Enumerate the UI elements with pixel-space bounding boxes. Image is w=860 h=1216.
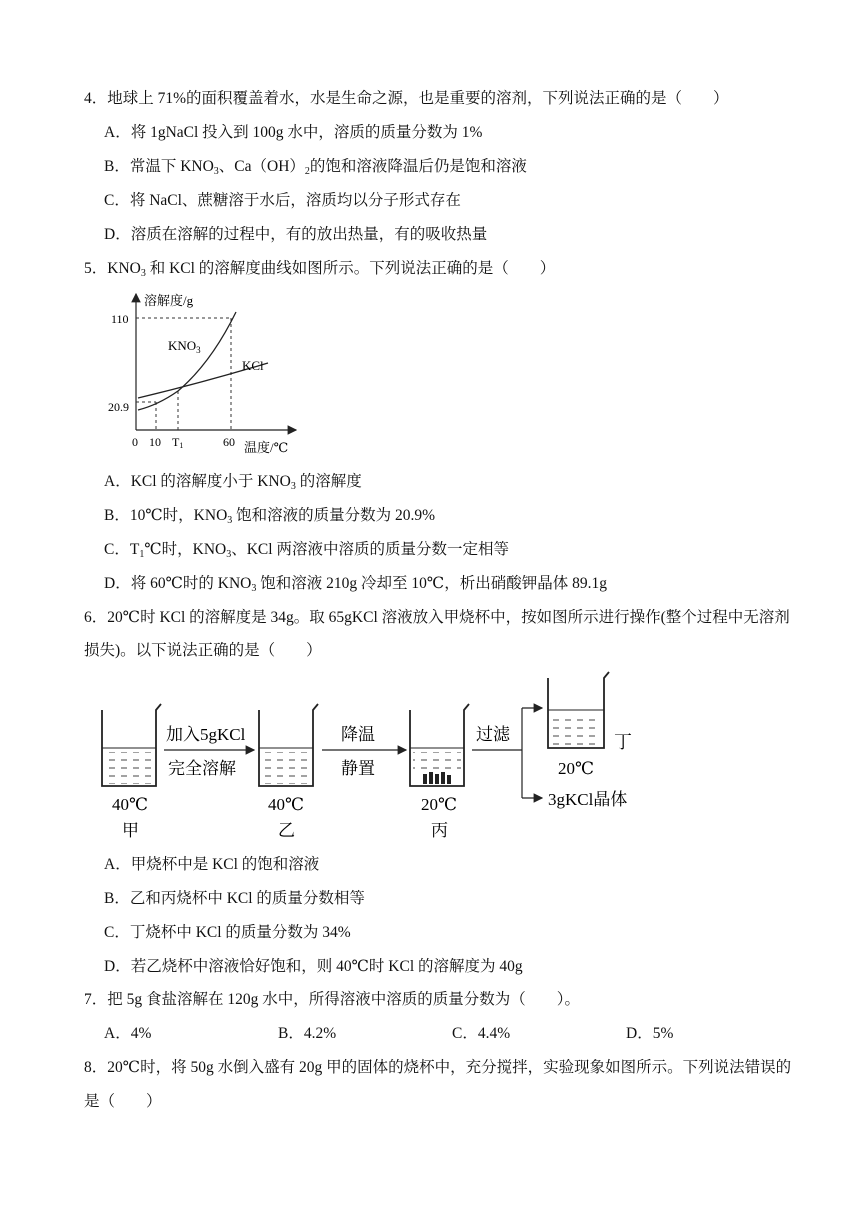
tick-60: 60	[223, 435, 235, 449]
q6-option-d: D．若乙烧杯中溶液恰好饱和，则 40℃时 KCl 的溶解度为 40g	[104, 958, 523, 975]
crystal-deposit	[423, 772, 451, 784]
q8-stem-line2: 是（ ）	[84, 1093, 162, 1110]
yi-temp: 40℃	[268, 795, 305, 814]
q5-stem: 5．$KNO_3$ 和 KCl 的溶解度曲线如图所示。下列说法正确的是（ ）	[84, 260, 556, 279]
tick-20-9: 20.9	[108, 400, 129, 414]
tick-110: 110	[111, 312, 129, 326]
q6-stem-line1: 6．20℃时 KCl 的溶解度是 34g。取 65gKCl 溶液放入甲烧杯中，按如图所示进行操作(整个过程中无溶剂	[84, 609, 790, 626]
q5-option-c: C．$T_1℃$时，$KNO_3$、KCl 两溶液中溶质的质量分数一定相等	[104, 541, 509, 560]
jia-temp: 40℃	[112, 795, 149, 814]
kno3-label: $KNO_3$	[168, 338, 201, 355]
ding-label: 丁	[614, 732, 632, 752]
crystal-label: 3gKCl晶体	[548, 790, 628, 809]
step1-bottom-label: 完全溶解	[168, 759, 236, 778]
bing-temp: 20℃	[421, 795, 458, 814]
beaker-yi	[259, 704, 318, 786]
kcl-label: KCl	[242, 358, 264, 373]
beaker-ding	[548, 672, 609, 748]
q7-option-a: A．4%	[104, 1025, 152, 1042]
q4-option-b: B．常温下 $KNO_3$、$Ca(OH)_2$的饱和溶液降温后仍是饱和溶液	[104, 158, 527, 177]
q4-option-a: A．将 1gNaCl 投入到 100g 水中，溶质的质量分数为 1%	[104, 124, 483, 141]
q8-stem-line1: 8．20℃时，将 50g 水倒入盛有 20g 甲的固体的烧杯中，充分搅拌，实验现象如图所示。下列说法错误的	[84, 1059, 792, 1076]
beaker-jia	[102, 704, 161, 786]
tick-0: 0	[132, 435, 138, 449]
q4-option-c: C．将 NaCl、蔗糖溶于水后，溶质均以分子形式存在	[104, 192, 461, 209]
q7-option-b: B．4.2%	[278, 1025, 337, 1042]
bing-label: 丙	[431, 821, 448, 840]
solubility-graph	[96, 288, 300, 458]
q5-option-b: B．10℃时，$KNO_3$ 饱和溶液的质量分数为 20.9%	[104, 507, 436, 526]
step2-bottom-label: 静置	[341, 759, 375, 778]
step1-top-label: 加入5gKCl	[166, 725, 246, 744]
kno3-curve	[138, 312, 236, 410]
ding-temp: 20℃	[558, 759, 595, 778]
step3-label: 过滤	[476, 725, 510, 744]
q4-stem: 4．地球上 71%的面积覆盖着水，水是生命之源，也是重要的溶剂，下列说法正确的是（ ）	[84, 90, 729, 107]
beaker-flow-diagram	[96, 668, 656, 848]
q4-option-d: D．溶质在溶解的过程中，有的放出热量，有的吸收热量	[104, 226, 488, 243]
q7-option-d: D．5%	[626, 1025, 674, 1042]
q6-stem-line2: 损失)。以下说法正确的是（ ）	[84, 642, 322, 659]
graph-xlabel: 温度/℃	[244, 440, 289, 455]
q6-option-a: A．甲烧杯中是 KCl 的饱和溶液	[104, 856, 320, 873]
q5-option-a: A．KCl 的溶解度小于 $KNO_3$ 的溶解度	[104, 473, 362, 492]
q7-option-c: C．4.4%	[452, 1025, 511, 1042]
q6-option-b: B．乙和丙烧杯中 KCl 的质量分数相等	[104, 890, 365, 907]
q6-option-c: C．丁烧杯中 KCl 的质量分数为 34%	[104, 924, 351, 941]
q7-stem: 7．把 5g 食盐溶解在 120g 水中，所得溶液中溶质的质量分数为（ ）。	[84, 991, 581, 1008]
beaker-bing	[410, 704, 469, 786]
tick-t1: T1	[172, 435, 184, 450]
tick-10: 10	[149, 435, 161, 449]
jia-label: 甲	[122, 821, 139, 840]
step2-top-label: 降温	[341, 725, 375, 744]
yi-label: 乙	[278, 821, 295, 840]
graph-ylabel: 溶解度/g	[144, 293, 194, 308]
q5-option-d: D．将 60℃时的 $KNO_3$ 饱和溶液 210g 冷却至 10℃，析出硝酸钾晶体 89.1g	[104, 575, 607, 594]
